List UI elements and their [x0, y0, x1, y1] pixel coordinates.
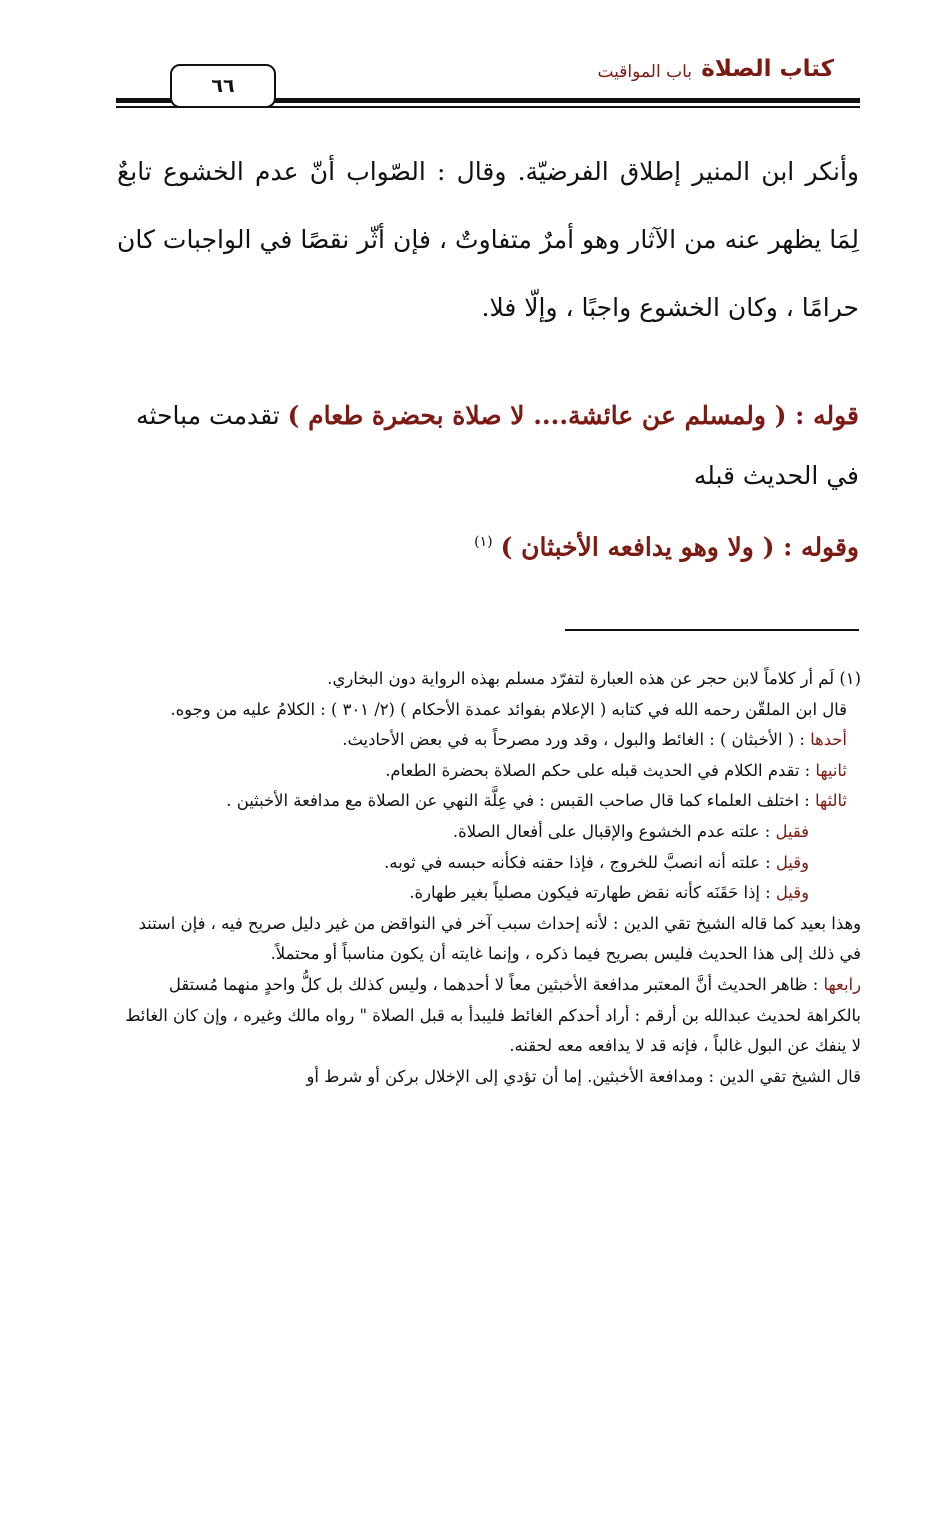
section-1-rest: تقدمت مباحثه في الحديث قبله	[136, 401, 859, 490]
chapter-title: باب المواقيت	[597, 62, 692, 82]
page-number: ٦٦	[170, 64, 276, 108]
paragraph-text: وأنكر ابن المنير إطلاق الفرضيّة. وقال : الصّواب أنّ عدم الخشوع تابعٌ لِمَا يظهر عنه من الآثار وهو أمرٌ متفاوتٌ ، فإن أثّر نقصًا في الواجبات كان حرامًا ، وكان الخشوع واجبًا ، وإلّا فلا.	[117, 157, 859, 322]
footnote-taqi-comment: وهذا بعيد كما قاله الشيخ تقي الدين : لأنه إحداث سبب آخر في النواقض من غير دليل صريح فيه ، فإن استند في ذلك إلى هذا الحديث فليس بصريح فيما ذكره ، وإنما غايته أن يكون مناسباً أو محتملاً.	[138, 913, 861, 964]
book-title: كتاب الصلاة	[701, 56, 834, 82]
footnote-last-line: قال الشيخ تقي الدين : ومدافعة الأخبثين. إما أن تؤدي إلى الإخلال بركن أو شرط أو	[306, 1066, 861, 1086]
opinion-1-label: فقيل	[775, 821, 809, 841]
section-1	[117, 386, 859, 506]
footnote-opinion-3	[117, 878, 861, 909]
footnote-opinion-2	[117, 848, 861, 879]
footnote-source: قال ابن الملقّن رحمه الله في كتابه ( الإعلام بفوائد عمدة الأحكام ) (٢/ ٣٠١ ) : الكلامُ عليه من وجوه.	[170, 699, 847, 719]
section-2-lead: وقوله : ( ولا وهو يدافعه الأخبثان )	[500, 532, 859, 562]
opinion-1-text: : علته عدم الخشوع والإقبال على أفعال الصلاة.	[452, 821, 776, 841]
opinion-2-text: : علته أنه انصبَّ للخروج ، فإذا حقنه فكأنه حبسه في ثوبه.	[384, 852, 776, 872]
section-1-lead: قوله : ( ولمسلم عن عائشة.... لا صلاة بحضرة طعام )	[287, 401, 859, 430]
footnote-1: (١) لَم أر كلاماً لابن حجر عن هذه العبارة لتفرّد مسلم بهذه الرواية دون البخاري.	[327, 669, 861, 688]
opinion-3-text: : إذا حَقَنَه كأنه نقض طهارته فيكون مصلياً بغير طهارة.	[409, 883, 776, 903]
section-1-text	[117, 386, 859, 506]
point-3-label: ثالثها	[814, 791, 847, 811]
footnote-point-2	[117, 756, 861, 787]
point-4-text: : ظاهر الحديث أنَّ المعتبر مدافعة الأخبثين معاً لا أحدهما ، وليس كذلك بل كلُّ واحدٍ منهما مُستقل بالكراهة لحديث عبدالله بن أرقم : أراد أحدكم الغائط فليبدأ به قبل الصلاة " رواه مالك وغيره ، وإن كان الغائط لا ينفك عن البول غالباً ، فإنه قد لا يدافعه معه لحقنه.	[125, 974, 861, 1056]
page-header	[116, 56, 860, 110]
footnote-opinion-1	[117, 817, 861, 848]
opinion-3-label: وقيل	[775, 883, 809, 903]
footnote-point-3	[117, 786, 861, 817]
footnote-point-1	[117, 725, 861, 756]
point-4-label: رابعها	[823, 974, 861, 994]
point-1-label: أحدها	[810, 730, 847, 750]
footnote-separator	[565, 629, 859, 631]
point-1-text: : ( الأخبثان ) : الغائط والبول ، وقد ورد مصرحاً به في بعض الأحاديث.	[342, 730, 811, 750]
point-2-text: : تقدم الكلام في الحديث قبله على حكم الصلاة بحضرة الطعام.	[385, 760, 816, 780]
opinion-2-label: وقيل	[775, 852, 809, 872]
point-2-label: ثانيها	[815, 760, 847, 780]
section-2	[117, 512, 859, 577]
footnote-point-4	[117, 970, 861, 1062]
main-paragraph	[117, 138, 859, 342]
section-2-text	[117, 512, 859, 577]
footnotes	[117, 664, 861, 1092]
point-3-text: : اختلف العلماء كما قال صاحب القبس : في عِلَّة النهي عن الصلاة مع مدافعة الأخبثين .	[226, 791, 815, 811]
footnote-reference: (١)	[474, 534, 493, 550]
